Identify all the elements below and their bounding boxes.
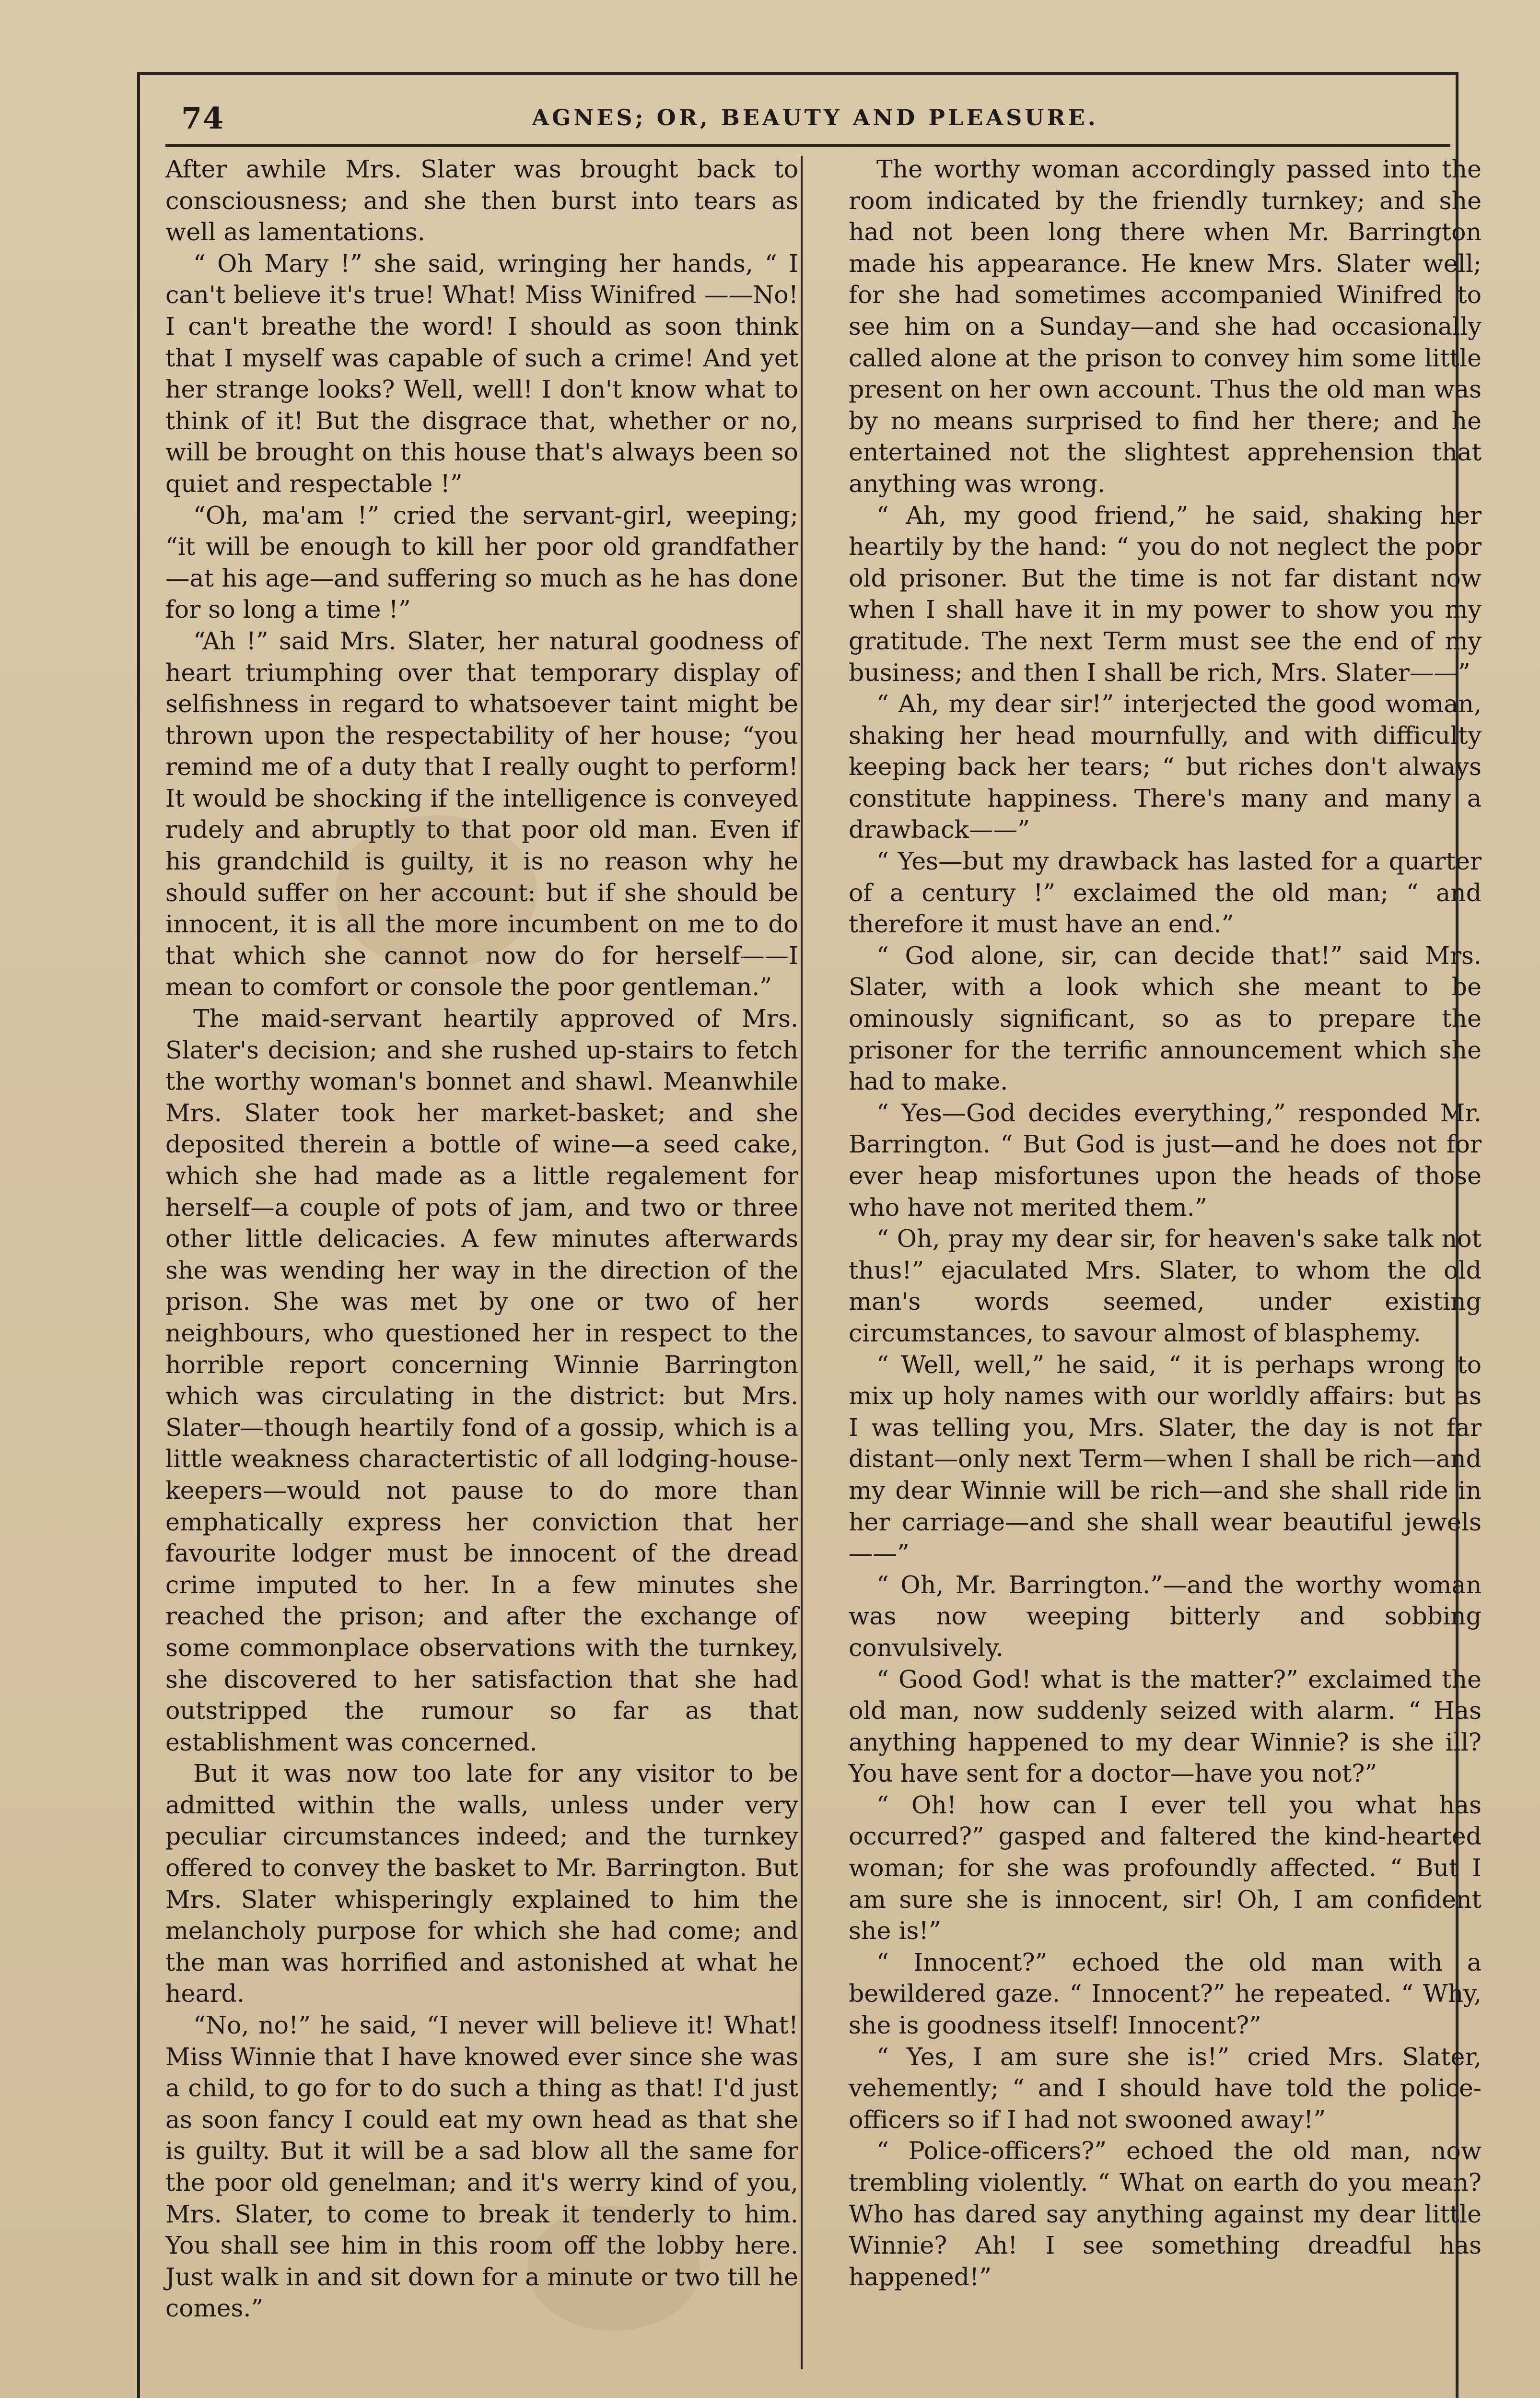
frame-border-top xyxy=(139,72,1458,75)
frame-border-left xyxy=(137,72,140,2398)
paragraph: “ Ah, my dear sir!” interjected the good woman, shaking her head mournfully, and with difficulty keeping back her tears; “ but riches don't always constitute happiness. There's many and many a drawback——” xyxy=(849,690,1482,844)
paragraph: “ God alone, sir, can decide that!” said Mrs. Slater, with a look which she meant to be ominously significant, so as to prepare the prisoner for the terrific announcement which she had to make. xyxy=(849,941,1482,1096)
right-column xyxy=(849,153,1482,2292)
column-divider xyxy=(801,156,803,2369)
header-rule xyxy=(165,144,1450,147)
paragraph: But it was now too late for any visitor to be admitted within the walls, unless under very peculiar circumstances indeed; and the turnkey offered to convey the basket to Mr. Barrington. But Mrs. Slater whisperingly explained to him the melancholy purpose for which she had come; and the man was horrified and astonished at what he heard. xyxy=(165,1759,798,2008)
running-title: AGNES; OR, BEAUTY AND PLEASURE. xyxy=(532,105,1098,130)
paragraph: “ Good God! what is the matter?” exclaimed the old man, now suddenly seized with alarm. “ Has anything happened to my dear Winnie? is she ill? You have sent for a doctor—have you not?” xyxy=(849,1665,1482,1788)
paragraph: “ Yes, I am sure she is!” cried Mrs. Slater, vehemently; “ and I should have told the police-officers so if I had not swooned away!” xyxy=(849,2042,1482,2134)
paragraph: The worthy woman accordingly passed into the room indicated by the friendly turnkey; and she had not been long there when Mr. Barrington made his appearance. He knew Mrs. Slater well; for she had sometimes accompanied Winifred to see him on a Sunday—and she had occasionally called alone at the prison to convey him some little present on her own account. Thus the old man was by no means surprised to find her there; and he entertained not the slightest apprehension that anything was wrong. xyxy=(849,155,1482,498)
left-column xyxy=(165,153,798,2324)
paragraph: “ Yes—but my drawback has lasted for a quarter of a century !” exclaimed the old man; “ and therefore it must have an end.” xyxy=(849,847,1482,939)
paragraph: “ Yes—God decides everything,” responded Mr. Barrington. “ But God is just—and he does not for ever heap misfortunes upon the heads of those who have not merited them.” xyxy=(849,1098,1482,1222)
paragraph: “ Well, well,” he said, “ it is perhaps wrong to mix up holy names with our worldly affairs: but as I was telling you, Mrs. Slater, the day is not far distant—only next Term—when I shall be rich—and my dear Winnie will be rich—and she shall ride in her carriage—and she shall wear beautiful jewels——” xyxy=(849,1350,1482,1568)
paragraph: The maid-servant heartily approved of Mrs. Slater's decision; and she rushed up-stairs to fetch the worthy woman's bonnet and shawl. Meanwhile Mrs. Slater took her market-basket; and she deposited therein a bottle of wine—a seed cake, which she had made as a little regalement for herself—a couple of pots of jam, and two or three other little delicacies. A few minutes afterwards she was wending her way in the direction of the prison. She was met by one or two of her neighbours, who questioned her in respect to the horrible report concerning Winnie Barrington which was circulating in the district: but Mrs. Slater—though heartily fond of a gossip, which is a little weakness charactertistic of all lodging-house-keepers—would not pause to do more than emphatically express her conviction that her favourite lodger must be innocent of the dread crime imputed to her. In a few minutes she reached the prison; and after the exchange of some commonplace observations with the turnkey, she discovered to her satisfaction that she had outstripped the rumour so far as that establishment was concerned. xyxy=(165,1004,798,1756)
paragraph: “ Oh! how can I ever tell you what has occurred?” gasped and faltered the kind-hearted woman; for she was profoundly affected. “ But I am sure she is innocent, sir! Oh, I am confident she is!” xyxy=(849,1790,1482,1945)
paragraph: “Oh, ma'am !” cried the servant-girl, weeping; “it will be enough to kill her poor old grandfather —at his age—and suffering so much as he has done for so long a time !” xyxy=(165,501,798,624)
page-number: 74 xyxy=(181,101,225,136)
paragraph: “No, no!” he said, “I never will believe it! What! Miss Winnie that I have knowed ever since she was a child, to go for to do such a thing as that! I'd just as soon fancy I could eat my own head as that she is guilty. But it will be a sad blow all the same for the poor old genelman; and it's werry kind of you, Mrs. Slater, to come to break it tenderly to him. You shall see him in this room off the lobby here. Just walk in and sit down for a minute or two till he comes.” xyxy=(165,2011,798,2323)
paragraph: “ Police-officers?” echoed the old man, now trembling violently. “ What on earth do you mean? Who has dared say anything against my dear little Winnie? Ah! I see something dreadful has happened!” xyxy=(849,2137,1482,2291)
paragraph: “ Oh Mary !” she said, wringing her hands, “ I can't believe it's true! What! Miss Winifred ——No! I can't breathe the word! I should as soon think that I myself was capable of such a crime! And yet her strange looks? Well, well! I don't know what to think of it! But the disgrace that, whether or no, will be brought on this house that's always been so quiet and respectable !” xyxy=(165,249,798,498)
paragraph: “ Innocent?” echoed the old man with a bewildered gaze. “ Innocent?” he repeated. “ Why, she is goodness itself! Innocent?” xyxy=(849,1948,1482,2040)
paragraph: “ Oh, pray my dear sir, for heaven's sake talk not thus!” ejaculated Mrs. Slater, to whom the old man's words seemed, under existing circumstances, to savour almost of blasphemy. xyxy=(849,1224,1482,1347)
paragraph: “ Ah, my good friend,” he said, shaking her heartily by the hand: “ you do not neglect the poor old prisoner. But the time is not far distant now when I shall have it in my power to show you my gratitude. The next Term must see the end of my business; and then I shall be rich, Mrs. Slater——” xyxy=(849,501,1482,687)
paragraph: After awhile Mrs. Slater was brought back to consciousness; and she then burst into tears as well as lamentations. xyxy=(165,155,798,247)
paragraph: “Ah !” said Mrs. Slater, her natural goodness of heart triumphing over that temporary display of selfishness in regard to whatsoever taint might be thrown upon the respectability of her house; “you remind me of a duty that I really ought to perform! It would be shocking if the intelligence is conveyed rudely and abruptly to that poor old man. Even if his grandchild is guilty, it is no reason why he should suffer on her account: but if she should be innocent, it is all the more incumbent on me to do that which she cannot now do for herself——I mean to comfort or console the poor gentleman.” xyxy=(165,626,798,1001)
paragraph: “ Oh, Mr. Barrington.”—and the worthy woman was now weeping bitterly and sobbing convulsively. xyxy=(849,1570,1482,1662)
